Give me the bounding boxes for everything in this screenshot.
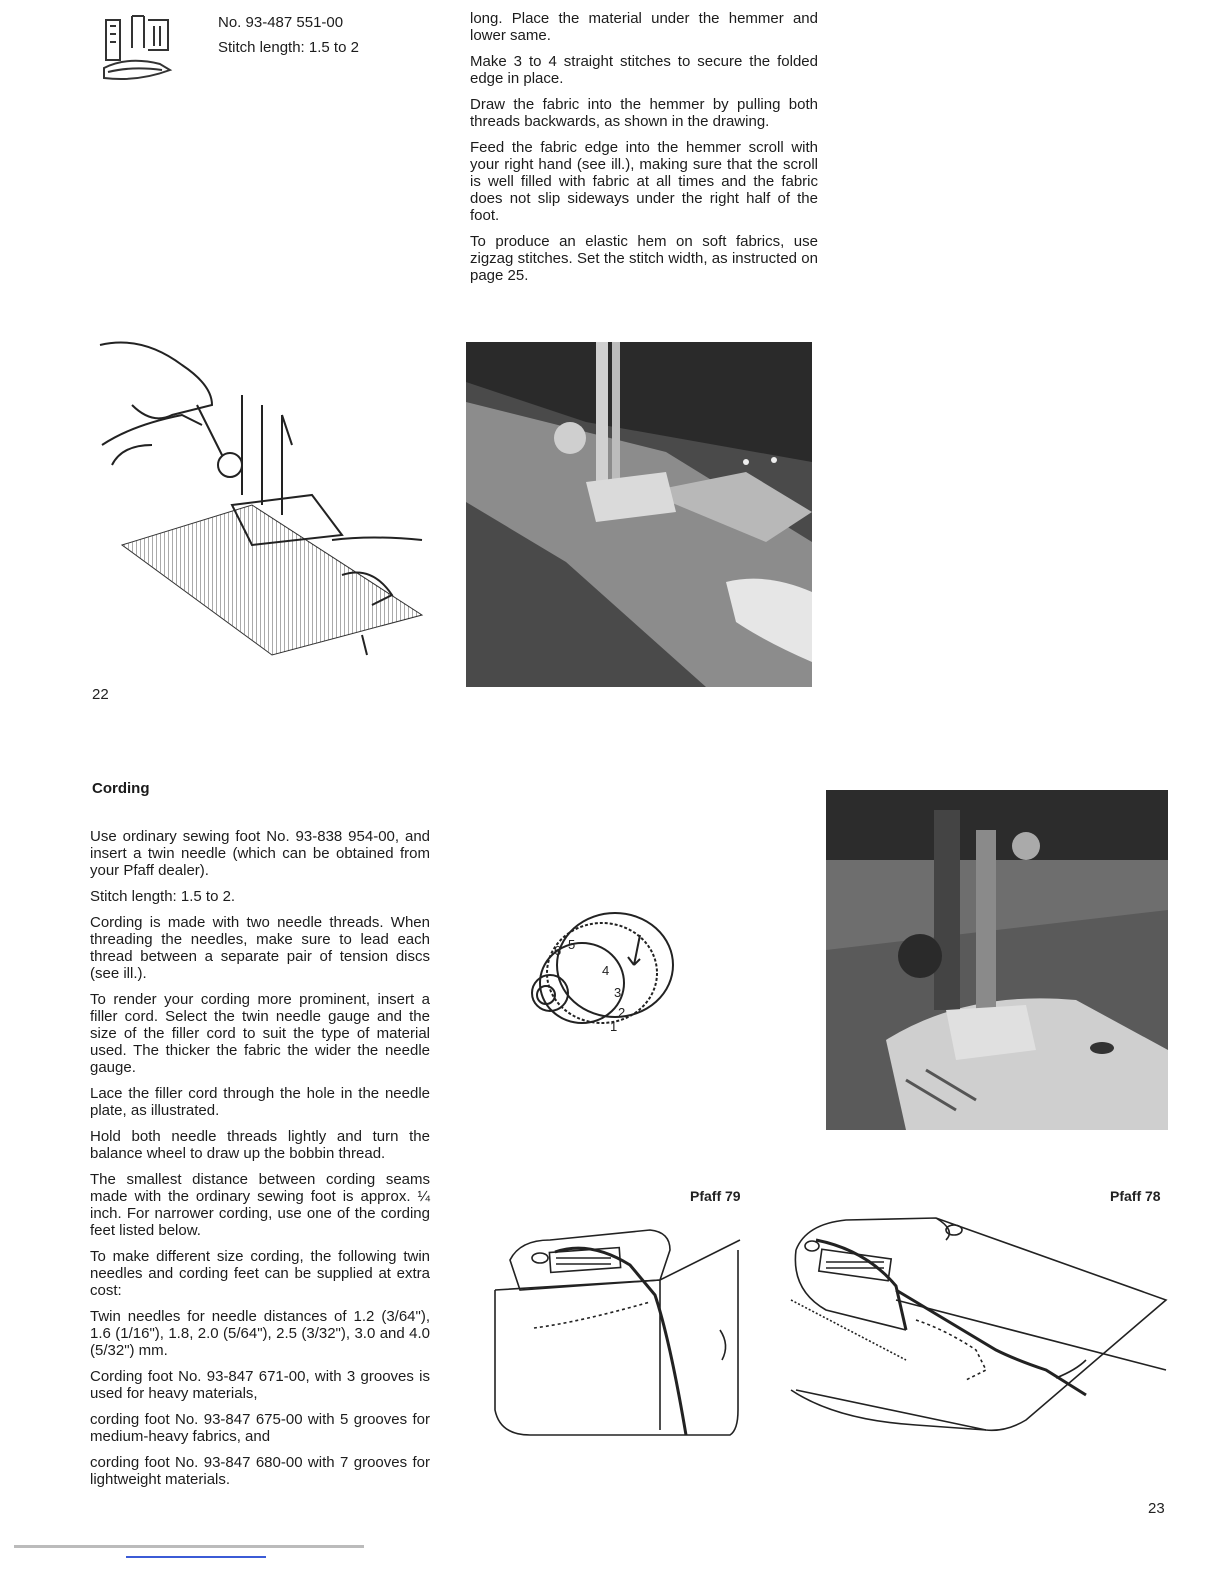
hemming-drawing xyxy=(92,335,437,665)
paragraph: Lace the filler cord through the hole in the needle plate, as illustrated. xyxy=(90,1085,430,1119)
scan-border-line xyxy=(14,1545,364,1548)
dial-number: 1 xyxy=(610,1019,618,1034)
paragraph: Stitch length: 1.5 to 2. xyxy=(90,888,236,905)
pfaff-79-needle-plate-drawing xyxy=(490,1210,750,1450)
hemming-photo xyxy=(466,342,812,687)
scan-edge-line xyxy=(126,1556,266,1558)
cording-heading: Cording xyxy=(92,780,150,797)
pfaff-78-needle-plate-drawing xyxy=(786,1210,1171,1435)
paragraph: To render your cording more prominent, insert a filler cord. Select the twin needle gauge and the size of the filler cord to suit the type of material used. The thicker the fabric the wider the needle gauge. xyxy=(90,991,430,1076)
hemming-instructions xyxy=(470,10,818,293)
paragraph: Cording is made with two needle threads. When threading the needles, make sure to lead each thread between a separate pair of tension discs (see ill.). xyxy=(90,914,430,982)
dial-number: 3 xyxy=(614,985,622,1000)
paragraph: Use ordinary sewing foot No. 93-838 954-00, and insert a twin needle (which can be obtained from your Pfaff dealer). xyxy=(90,828,430,879)
cording-instructions xyxy=(90,828,430,1497)
paragraph: cording foot No. 93-847 675-00 with 5 grooves for medium-heavy fabrics, and xyxy=(90,1411,430,1445)
paragraph: To produce an elastic hem on soft fabrics, use zigzag stitches. Set the stitch width, as instructed on page 25. xyxy=(470,233,818,284)
paragraph: Draw the fabric into the hemmer by pulling both threads backwards, as shown in the drawing. xyxy=(470,96,818,130)
dial-number: 2 xyxy=(618,1005,626,1020)
paragraph: The smallest distance between cording seams made with the ordinary sewing foot is approx. ¼ inch. For narrower cording, use one of the cording feet listed below. xyxy=(90,1171,430,1239)
caption-pfaff-78: Pfaff 78 xyxy=(1110,1188,1161,1204)
dial-number: 4 xyxy=(602,963,610,978)
paragraph: Twin needles for needle distances of 1.2 (3/64"), 1.6 (1/16"), 1.8, 2.0 (5/64"), 2.5 (3/32"), 3.0 and 4.0 (5/32") mm. xyxy=(90,1308,430,1359)
paragraph: long. Place the material under the hemmer and lower same. xyxy=(470,10,818,44)
tension-dial-drawing xyxy=(510,905,680,1045)
cording-photo xyxy=(826,790,1168,1130)
paragraph: cording foot No. 93-847 680-00 with 7 grooves for lightweight materials. xyxy=(90,1454,430,1488)
part-number: No. 93-487 551-00 xyxy=(218,14,344,31)
paragraph: Hold both needle threads lightly and turn the balance wheel to draw up the bobbin thread. xyxy=(90,1128,430,1162)
hemmer-foot-icon xyxy=(98,12,178,92)
stitch-length: Stitch length: 1.5 to 2 xyxy=(218,39,359,56)
paragraph: Feed the fabric edge into the hemmer scroll with your right hand (see ill.), making sure that the scroll is well filled with fabric at all times and the fabric does not slip sideways under the right half of the foot. xyxy=(470,139,818,224)
paragraph: Cording foot No. 93-847 671-00, with 3 grooves is used for heavy materials, xyxy=(90,1368,430,1402)
paragraph: Make 3 to 4 straight stitches to secure the folded edge in place. xyxy=(470,53,818,87)
paragraph: To make different size cording, the following twin needles and cording feet can be supplied at extra cost: xyxy=(90,1248,430,1299)
dial-number: 5 xyxy=(568,937,576,952)
page-number-right: 23 xyxy=(1148,1500,1165,1517)
dial-number: 6 xyxy=(554,943,562,958)
page-number-left: 22 xyxy=(92,686,109,703)
caption-pfaff-79: Pfaff 79 xyxy=(690,1188,741,1204)
